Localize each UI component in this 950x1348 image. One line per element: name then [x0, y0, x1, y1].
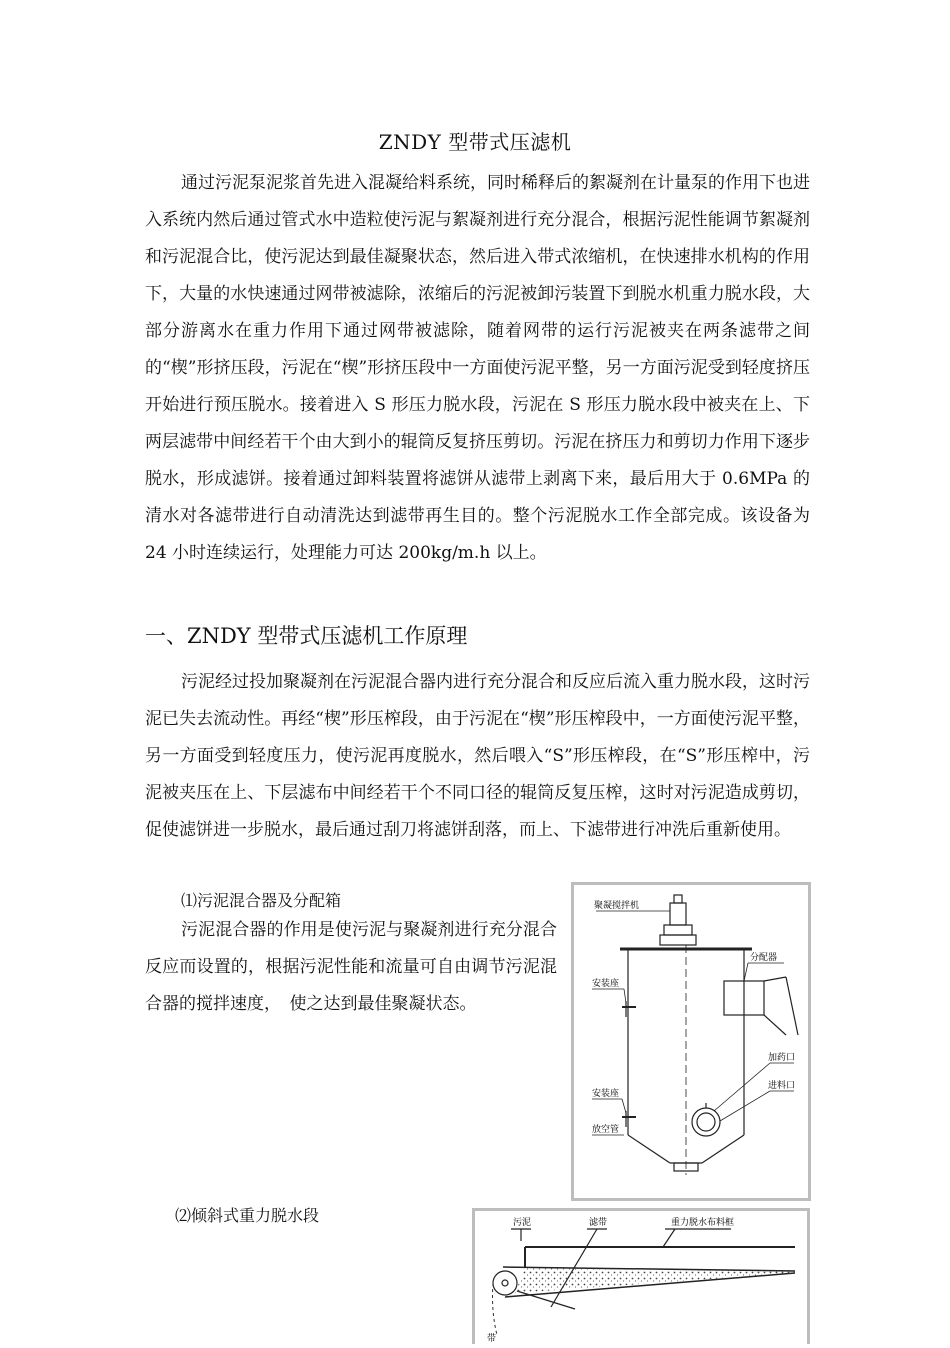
- principle-paragraph: 污泥经过投加聚凝剂在污泥混合器内进行充分混合和反应后流入重力脱水段，这时污泥已失去流动性。再经“楔”形压榨段，由于污泥在“楔”形压榨段中，一方面使污泥平整，另一方面受到轻度压力，使污泥再度脱水，然后喂入“S”形压榨段，在“S”形压榨中，污泥被夹压在上、下层滤布中间经若干个不同口径的辊筒反复压榨，这时对污泥造成剪切，促使滤饼进一步脱水，最后通过刮刀将滤饼刮落，而上、下滤带进行冲洗后重新使用。: [145, 672, 810, 840]
- intro-paragraph: 通过污泥泵泥浆首先进入混凝给料系统，同时稀释后的絮凝剂在计量泵的作用下也进入系统内然后通过管式水中造粒使污泥与絮凝剂进行充分混合，根据污泥性能调节絮凝剂和污泥混合比，使污泥达到最佳凝聚状态，然后进入带式浓缩机，在快速排水机构的作用下，大量的水快速通过网带被滤除，浓缩后的污泥被卸污装置下到脱水机重力脱水段，大部分游离水在重力作用下通过网带被滤除，随着网带的运行污泥被夹在两条滤带之间的“楔”形挤压段，污泥在“楔”形挤压段中一方面使污泥平整，另一方面污泥受到轻度挤压开始进行预压脱水。接着进入 S 形压力脱水段，污泥在 S 形压力脱水段中被夹在上、下两层滤带中间经若干个由大到小的辊筒反复挤压剪切。污泥在挤压力和剪切力作用下逐步脱水，形成滤饼。接着通过卸料装置将滤饼从滤带上剥离下来，最后用大于 0.6MPa 的清水对各滤带进行自动清洗达到滤带再生目的。整个污泥脱水工作全部完成。该设备为 24 小时连续运行，处理能力可达 200kg/m.h 以上。: [145, 173, 810, 563]
- label-dosing-port: 加药口: [768, 1053, 796, 1063]
- sludge-layer: [515, 1268, 795, 1293]
- subsection-mixer-title: ⑴污泥混合器及分配箱: [181, 891, 342, 910]
- label-filter-belt: 滤带: [589, 1218, 608, 1228]
- gravity-figure: [472, 1208, 810, 1344]
- mixer-paragraph: 污泥混合器的作用是使污泥与聚凝剂进行充分混合反应而设置的，根据污泥性能和流量可自由调节污泥混合器的搅拌速度， 使之达到最佳聚凝状态。: [145, 920, 557, 1014]
- mixer-figure: [571, 882, 811, 1201]
- motor-body: [670, 903, 686, 925]
- label-sludge: 污泥: [513, 1218, 532, 1228]
- label-drain-pipe: 放空管: [592, 1125, 620, 1135]
- section-heading-principle: 一、ZNDY 型带式压滤机工作原理: [145, 624, 468, 648]
- label-feed-port: 进料口: [768, 1081, 796, 1091]
- subsection-gravity-title: ⑵倾斜式重力脱水段: [175, 1206, 320, 1225]
- label-distributor: 分配器: [750, 953, 778, 963]
- mixer-diagram: [574, 885, 808, 1198]
- document-title: ZNDY 型带式压滤机: [378, 130, 572, 154]
- label-gravity-frame: 重力脱水布料框: [671, 1218, 735, 1228]
- label-mixer-motor: 聚凝搅拌机: [594, 901, 640, 911]
- gravity-diagram: [475, 1211, 807, 1344]
- label-mount-bottom: 安装座: [592, 1089, 620, 1099]
- label-side: 带: [487, 1334, 497, 1344]
- label-mount-top: 安装座: [592, 979, 620, 989]
